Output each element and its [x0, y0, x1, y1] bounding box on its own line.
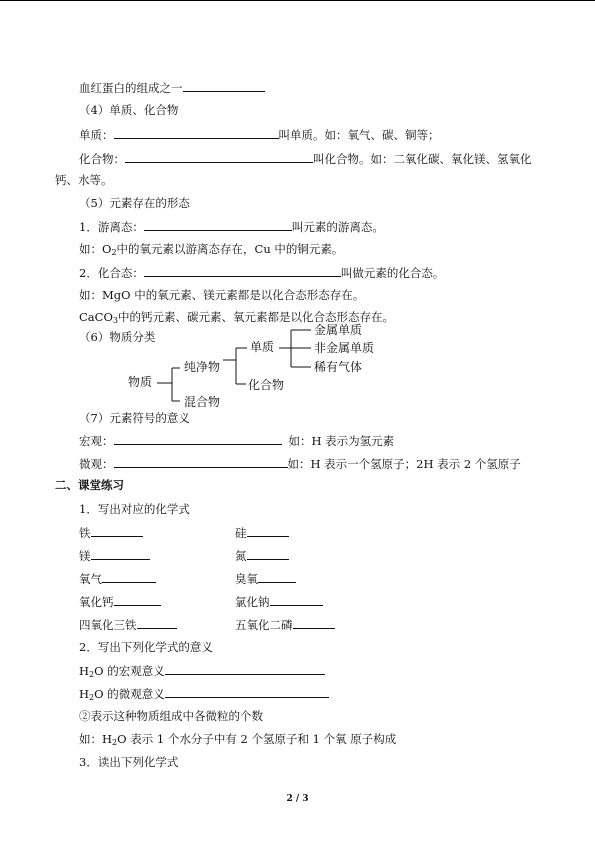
micro-suffix: 如：H 表示一个氢原子；2H 表示 2 个氢原子 [287, 457, 521, 471]
tree-metal: 金属单质 [314, 323, 363, 337]
free-state-example: 如：$O_2$中的氧元素以游离态存在，Cu 中的铜元素。 [79, 242, 344, 257]
micro-label: 微观： [79, 457, 114, 471]
question-3-title: 3．读出下列化学式 [79, 755, 179, 769]
tree-compound: 化合物 [248, 378, 285, 392]
tree-noble-gas: 稀有气体 [314, 360, 363, 374]
particle-count-line: ②表示这种物质组成中各微粒的个数 [79, 709, 263, 723]
formula-item-right: 五氧化二磷 [235, 617, 335, 632]
formula-item-left: 四氧化三铁 [79, 617, 177, 632]
answer-blank [114, 456, 288, 468]
formula-item-right: 硅 [235, 525, 289, 540]
combined-state-suffix: 叫做元素的化合态。 [340, 266, 445, 280]
section-4-title: （4）单质、化合物 [79, 103, 179, 117]
tree-nonmetal: 非金属单质 [314, 341, 375, 355]
h2o-example-line: 如：$H_2O$ 表示 1 个水分子中有 2 个氢原子和 1 个氧 原子构成 [79, 732, 397, 747]
tree-root-matter: 物质 [128, 375, 153, 389]
macro-label: 宏观： [79, 434, 114, 448]
compound-label: 化合物： [79, 152, 125, 166]
section-7-title: （7）元素符号的意义 [79, 411, 190, 425]
tree-elemental-substance: 单质 [250, 340, 275, 354]
formula-item-right: 氯化钠 [235, 594, 323, 609]
macro-suffix: 如：H 表示为氢元素 [288, 434, 395, 448]
formula-item-left: 氧气 [79, 571, 156, 586]
micro-line [79, 456, 521, 471]
section-5-title: （5）元素存在的形态 [79, 196, 190, 210]
tree-pure-substance: 纯净物 [184, 360, 221, 374]
simple-substance-label: 单质： [79, 128, 114, 142]
section-6-title: （6）物质分类 [79, 330, 156, 344]
free-state-suffix: 叫元素的游离态。 [291, 220, 384, 234]
answer-blank [165, 686, 329, 698]
tree-mixture: 混合物 [184, 395, 221, 409]
page-number: 2 / 3 [286, 794, 309, 804]
h2o-micro-line: $H_2O$ 的微观意义 [79, 686, 329, 705]
question-1-title: 1．写出对应的化学式 [79, 502, 190, 516]
formula-item-left: 氧化钙 [79, 594, 161, 609]
hemoglobin-text: 血红蛋白的组成之一 [79, 81, 183, 95]
formula-item-left: 铁 [79, 525, 143, 540]
combined-state-label: 2．化合态： [79, 266, 144, 280]
part-2-heading: 二、课堂练习 [55, 478, 124, 492]
compound-suffix: 叫化合物。如：二氧化碳、氧化镁、氢氧化 [313, 152, 532, 166]
compound-continuation: 钙、水等。 [55, 173, 113, 187]
question-2-title: 2．写出下列化学式的意义 [79, 640, 213, 654]
macro-line [79, 433, 394, 448]
combined-example-1: 如：MgO 中的氧元素、镁元素都是以化合态形态存在。 [79, 288, 365, 302]
combined-example-2: CaCO$_3$中的钙元素、碳元素、氧元素都是以化合态形态存在。 [79, 310, 394, 325]
formula-item-left: 镁 [79, 548, 150, 563]
free-state-label: 1．游离态： [79, 220, 144, 234]
h2o-macro-line: $H_2O$ 的宏观意义 [79, 663, 325, 682]
formula-item-right: 氮 [235, 548, 289, 563]
formula-item-right: 臭氧 [235, 571, 296, 586]
answer-blank [114, 433, 282, 445]
answer-blank [165, 663, 325, 675]
simple-substance-suffix: 叫单质。如：氧气、碳、铜等； [278, 128, 440, 142]
